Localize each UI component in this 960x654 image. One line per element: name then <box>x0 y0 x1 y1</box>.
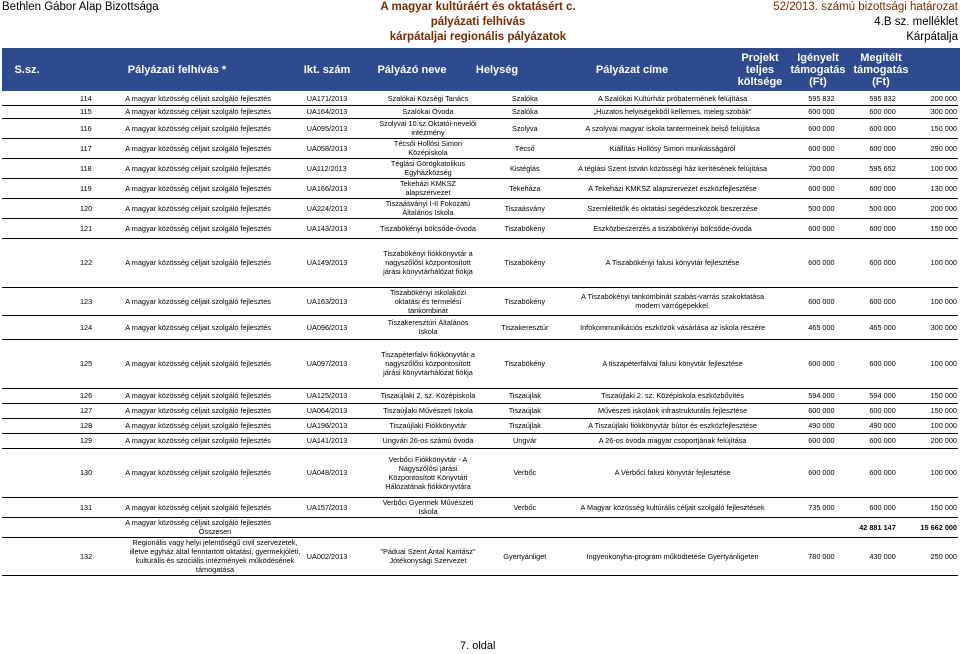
cell-c: A Tiszabökényi falusi könyvtár fejlesztése <box>571 238 775 287</box>
table-row <box>2 287 958 315</box>
cell-m: 130 000 <box>897 178 958 198</box>
cell-no: 132 <box>2 537 124 575</box>
table-row <box>2 238 958 287</box>
cell-p: Téglási Görögkatolikus Egyházközség <box>377 158 479 178</box>
cell-p: Tiszakeresztúri Általános Iskola <box>377 315 479 339</box>
cell-no: 118 <box>2 158 124 178</box>
cell-p: Szolyvai 10.sz.Oktatói-nevelői intézmény <box>377 118 479 138</box>
table-row <box>2 178 958 198</box>
table-row <box>2 198 958 218</box>
cell-p: Tiszabökényi bölcsőde-óvoda <box>377 218 479 238</box>
cell-ikt: UA196/2013 <box>306 418 377 433</box>
cell-f: A magyar közösség céljait szolgáló fejlesztés <box>124 138 305 158</box>
cell-c: Ingyenkonyha-program működtetése Gyertyánligeten <box>571 537 775 575</box>
cell-ikt: UA163/2013 <box>306 287 377 315</box>
table-row <box>2 433 958 448</box>
cell-k: 595 832 <box>774 92 835 105</box>
cell-h: Tiszakeresztúr <box>479 315 571 339</box>
cell-m: 200 000 <box>897 198 958 218</box>
cell-h: Tiszabökény <box>479 287 571 315</box>
table-header <box>2 48 960 91</box>
cell-h: Ungvár <box>479 433 571 448</box>
col-koltseg: Projekt teljes költsége <box>737 51 783 88</box>
cell-m: 150 000 <box>897 497 958 517</box>
cell-m: 100 000 <box>897 418 958 433</box>
cell-i: 595 652 <box>836 158 897 178</box>
cell-k: 600 000 <box>774 403 835 418</box>
cell-c: Eszközbeszerzés a tiszabökényi bölcsőde-óvoda <box>571 218 775 238</box>
table-row <box>2 105 958 118</box>
cell-ikt: UA002/2013 <box>306 537 377 575</box>
document-reference <box>773 0 958 43</box>
table-row <box>2 92 958 105</box>
cell-k: 600 000 <box>774 118 835 138</box>
cell-p: Tiszaújlaki Művészeti Iskola <box>377 403 479 418</box>
cell-k: 600 000 <box>774 105 835 118</box>
cell-c: A Tekeházi KMKSZ alapszervezet eszközfejlesztése <box>571 178 775 198</box>
cell-m: 250 000 <box>897 537 958 575</box>
cell-no: 123 <box>2 287 124 315</box>
cell-i: 600 000 <box>836 238 897 287</box>
table-row <box>2 497 958 517</box>
table-row <box>2 218 958 238</box>
table-row <box>2 339 958 388</box>
resolution-number: 52/2013. számú bizottsági határozat <box>773 1 958 13</box>
cell-i: 600 000 <box>836 339 897 388</box>
cell-no: 128 <box>2 418 124 433</box>
cell-m: 100 000 <box>897 158 958 178</box>
cell-f: A magyar közösség céljait szolgáló fejlesztés <box>124 433 305 448</box>
cell-c: A téglási Szent István közösségi ház kerítésének felújítása <box>571 158 775 178</box>
cell-h: Tiszabökény <box>479 218 571 238</box>
cell-h: Tekeháza <box>479 178 571 198</box>
cell-m: 100 000 <box>897 238 958 287</box>
summary-label-1: A magyar közösség céljait szolgáló fejlesztés <box>125 518 271 527</box>
cell-m: 100 000 <box>897 287 958 315</box>
cell-m: 200 000 <box>897 433 958 448</box>
cell-m: 100 000 <box>897 448 958 497</box>
cell-c: A Tiszaújlaki fiókkönyvtár bútor és eszközfejlesztése <box>571 418 775 433</box>
cell-m: 300 000 <box>897 315 958 339</box>
cell-i: 600 000 <box>836 105 897 118</box>
cell-c: Szemléltetők és oktatási segédeszközök beszerzése <box>571 198 775 218</box>
annex-number: 4.B sz. melléklet <box>874 16 958 28</box>
summary-row <box>2 517 958 537</box>
cell-ikt: UA166/2013 <box>306 178 377 198</box>
cell-f: A magyar közösség céljait szolgáló fejlesztés <box>124 105 305 118</box>
cell-no: 114 <box>2 92 124 105</box>
cell-no: 116 <box>2 118 124 138</box>
cell-f: A magyar közösség céljait szolgáló fejlesztés <box>124 339 305 388</box>
col-cim: Pályázat címe <box>595 63 669 76</box>
cell-ikt: UA157/2013 <box>306 497 377 517</box>
cell-h: Szolyva <box>479 118 571 138</box>
cell-p: Técsői Hollósi Simon Középiskola <box>377 138 479 158</box>
cell-ikt: UA064/2013 <box>306 403 377 418</box>
col-felhivas: Pályázati felhívás * <box>127 63 227 76</box>
cell-i: 600 000 <box>836 118 897 138</box>
cell-m: 150 000 <box>897 403 958 418</box>
cell-ikt: UA143/2013 <box>306 218 377 238</box>
cell-h: Tiszaújlak <box>479 403 571 418</box>
cell-p: Szalókai Óvoda <box>377 105 479 118</box>
cell-i: 490 000 <box>836 418 897 433</box>
cell-no: 125 <box>2 339 124 388</box>
title-line-1: A magyar kultúráért és oktatásért c. pályázati felhívás <box>380 1 576 28</box>
cell-i: 430 000 <box>836 537 897 575</box>
cell-c: A Szalókai Kultúrház próbatermének felújítása <box>571 92 775 105</box>
region-name: Kárpátalja <box>906 31 958 43</box>
cell-c: Művészeti iskolánk infrastrukturális fejlesztése <box>571 403 775 418</box>
cell-h: Tiszabökény <box>479 238 571 287</box>
cell-ikt: UA149/2013 <box>306 238 377 287</box>
page-number: 7. oldal <box>460 640 496 652</box>
cell-f: A magyar közösség céljait szolgáló fejlesztés <box>124 418 305 433</box>
table-row <box>2 418 958 433</box>
cell-m: 150 000 <box>897 118 958 138</box>
cell-k: 600 000 <box>774 339 835 388</box>
cell-no: 127 <box>2 403 124 418</box>
cell-no: 122 <box>2 238 124 287</box>
cell-c: A Verbőci falusi könyvtár fejlesztése <box>571 448 775 497</box>
cell-p: Tiszabökényi iskolaközi oktatási és termelési tankombinát <box>377 287 479 315</box>
cell-f: A magyar közösség céljait szolgáló fejlesztés <box>124 178 305 198</box>
grants-table <box>2 92 958 576</box>
col-ssz: S.sz. <box>14 63 40 76</box>
cell-p: Tiszaújlaki 2. sz. Középiskola <box>377 388 479 403</box>
cell-h: Verbőc <box>479 448 571 497</box>
cell-i: 595 832 <box>836 92 897 105</box>
cell-no: 130 <box>2 448 124 497</box>
cell-c: Kiállítás Hollósy Simon munkásságáról <box>571 138 775 158</box>
cell-i: 600 000 <box>836 497 897 517</box>
cell-k: 600 000 <box>774 238 835 287</box>
cell-i: 600 000 <box>836 287 897 315</box>
cell-ikt: UA048/2013 <box>306 448 377 497</box>
cell-p: Tiszaásványi I-II Fokozatú Általános Iskola <box>377 198 479 218</box>
cell-f: A magyar közösség céljait szolgáló fejlesztés <box>124 403 305 418</box>
cell-p: Tiszapéterfalvi fiókkönyvtár a nagyszőlősi központosított járási könyvtárhálózat fiókja <box>377 339 479 388</box>
cell-f: A magyar közösség céljait szolgáló fejlesztés <box>124 497 305 517</box>
cell-k: 735 000 <box>774 497 835 517</box>
cell-i: 500 000 <box>836 198 897 218</box>
cell-ikt: UA058/2013 <box>306 138 377 158</box>
cell-c: Infokommunikációs eszközök vásárlása az iskola részére <box>571 315 775 339</box>
cell-k: 594 000 <box>774 388 835 403</box>
cell-k: 600 000 <box>774 433 835 448</box>
cell-k: 600 000 <box>774 287 835 315</box>
cell-no: 131 <box>2 497 124 517</box>
cell-k: 780 000 <box>774 537 835 575</box>
cell-p: Verbőci Fiókkönyvtár - A Nagyszőlősi járási Központosított Könyvtári Hálózatának fiókkönyvtára <box>377 448 479 497</box>
cell-no: 126 <box>2 388 124 403</box>
cell-f: A magyar közösség céljait szolgáló fejlesztés <box>124 198 305 218</box>
table-row <box>2 448 958 497</box>
summary-label <box>124 517 305 537</box>
megitelt-total: 15 662 000 <box>897 517 958 537</box>
cell-k: 490 000 <box>774 418 835 433</box>
cell-i: 465 000 <box>836 315 897 339</box>
cell-ikt: UA097/2013 <box>306 339 377 388</box>
cell-f: A magyar közösség céljait szolgáló fejlesztés <box>124 315 305 339</box>
cell-m: 300 000 <box>897 105 958 118</box>
document-title <box>360 0 596 43</box>
table-row <box>2 403 958 418</box>
cell-f: A magyar közösség céljait szolgáló fejlesztés <box>124 448 305 497</box>
cell-m: 290 000 <box>897 138 958 158</box>
cell-p: Tiszabökényi fiókkönyvtár a nagyszőlősi központosított járási könyvtárhálózat fiókja <box>377 238 479 287</box>
cell-h: Kistéglás <box>479 158 571 178</box>
cell-m: 150 000 <box>897 388 958 403</box>
cell-ikt: UA171/2013 <box>306 92 377 105</box>
cell-k: 465 000 <box>774 315 835 339</box>
cell-no: 117 <box>2 138 124 158</box>
cell-no: 115 <box>2 105 124 118</box>
cell-m: 100 000 <box>897 339 958 388</box>
org-name: Bethlen Gábor Alap Bizottsága <box>2 1 159 13</box>
cell-ikt: UA095/2013 <box>306 118 377 138</box>
cell-f: A magyar közösség céljait szolgáló fejlesztés <box>124 287 305 315</box>
cell-f: A magyar közösség céljait szolgáló fejlesztés <box>124 158 305 178</box>
cell-c: A szolyvai magyar iskola tantermeinek belső felújítása <box>571 118 775 138</box>
cell-ikt: UA224/2013 <box>306 198 377 218</box>
cell-h: Técső <box>479 138 571 158</box>
cell-i: 600 000 <box>836 403 897 418</box>
col-palyazo: Pályázó neve <box>377 63 447 76</box>
cell-c: A 26-os óvoda magyar csoportjának felújítása <box>571 433 775 448</box>
cell-h: Tiszaújlak <box>479 388 571 403</box>
cell-f: A magyar közösség céljait szolgáló fejlesztés <box>124 218 305 238</box>
cell-p: Tiszaújlaki Fiókkönyvtár <box>377 418 479 433</box>
cell-c: A Magyar közösség kultúrális céljait szolgáló fejlesztések <box>571 497 775 517</box>
cell-p: Szalókai Községi Tanács <box>377 92 479 105</box>
cell-i: 594 000 <box>836 388 897 403</box>
cell-ikt: UA164/2013 <box>306 105 377 118</box>
cell-i: 600 000 <box>836 138 897 158</box>
table-row <box>2 158 958 178</box>
cell-c: A Tiszabökényi tankombinát szabás-varrás szakoktatása modern varrógépekkel. <box>571 287 775 315</box>
cell-no: 124 <box>2 315 124 339</box>
cell-ikt: UA125/2013 <box>306 388 377 403</box>
cell-k: 600 000 <box>774 138 835 158</box>
cell-h: Tiszaújlak <box>479 418 571 433</box>
cell-p: "Páduai Szent Antal Karitász" Jótékonysági Szervezet <box>377 537 479 575</box>
cell-h: Szalóka <box>479 92 571 105</box>
title-line-2: kárpátaljai regionális pályázatok <box>389 31 567 43</box>
table-row <box>2 315 958 339</box>
cell-h: Verbőc <box>479 497 571 517</box>
col-iktszam: Ikt. szám <box>303 63 351 76</box>
cell-k: 600 000 <box>774 178 835 198</box>
cell-i: 600 000 <box>836 433 897 448</box>
cell-k: 600 000 <box>774 218 835 238</box>
cell-c: „Huzatos helyiségekből kellemes, meleg szobák” <box>571 105 775 118</box>
col-megitelt: Megítélt támogatás (Ft) <box>853 51 909 88</box>
table-row <box>2 138 958 158</box>
cell-k: 700 000 <box>774 158 835 178</box>
cell-h: Tiszaásvány <box>479 198 571 218</box>
cell-no: 129 <box>2 433 124 448</box>
cell-m: 150 000 <box>897 218 958 238</box>
cell-no: 121 <box>2 218 124 238</box>
cell-h: Tiszabökény <box>479 339 571 388</box>
cell-i: 600 000 <box>836 218 897 238</box>
cell-no: 119 <box>2 178 124 198</box>
cell-c: A tiszapéterfalvai falusi könyvtár fejlesztése <box>571 339 775 388</box>
table-row <box>2 118 958 138</box>
cell-i: 600 000 <box>836 448 897 497</box>
cell-f: A magyar közösség céljait szolgáló fejlesztés <box>124 238 305 287</box>
cell-m: 200 000 <box>897 92 958 105</box>
table-row <box>2 537 958 575</box>
cell-i: 600 000 <box>836 178 897 198</box>
cell-f: A magyar közösség céljait szolgáló fejlesztés <box>124 92 305 105</box>
cell-f: A magyar közösség céljait szolgáló fejlesztés <box>124 388 305 403</box>
cell-p: Tekeházi KMKSZ alapszervezet <box>377 178 479 198</box>
cell-k: 600 000 <box>774 448 835 497</box>
cell-ikt: UA112/2013 <box>306 158 377 178</box>
table-row <box>2 388 958 403</box>
cell-h: Szalóka <box>479 105 571 118</box>
col-igenyelt: Igényelt támogatás (Ft) <box>790 51 846 88</box>
col-helyseg: Helység <box>475 63 519 76</box>
cell-ikt: UA096/2013 <box>306 315 377 339</box>
cell-ikt: UA141/2013 <box>306 433 377 448</box>
summary-label-2: Összesen <box>198 527 232 536</box>
cell-c: Tiszaújlaki 2. sz. Középiskola eszközbővítés <box>571 388 775 403</box>
cell-k: 500 000 <box>774 198 835 218</box>
cell-p: Ungvári 26-os számú óvoda <box>377 433 479 448</box>
cell-p: Verbőci Gyermek Művészeti Iskola <box>377 497 479 517</box>
cell-no: 120 <box>2 198 124 218</box>
igenyelt-total: 42 881 147 <box>836 517 897 537</box>
cell-f: A magyar közösség céljait szolgáló fejlesztés <box>124 118 305 138</box>
cell-h: Gyertyánliget <box>479 537 571 575</box>
cell-f: Regionális vagy helyi jelentőségű civil szervezetek, illetve egyház által fenntartott oktatási, gyermekjóléti, kulturális és szociális intézmények működésének támogatása <box>124 537 305 575</box>
